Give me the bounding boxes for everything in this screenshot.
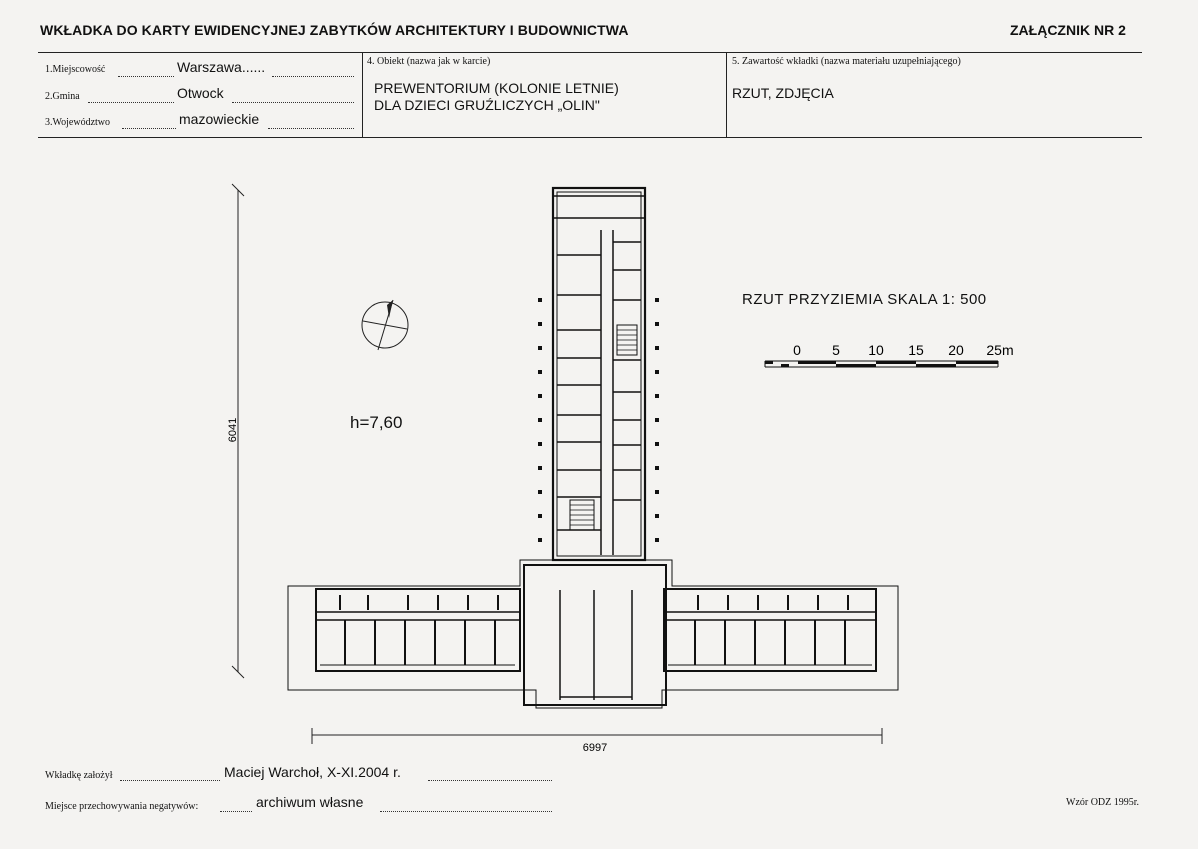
dotted-line (220, 811, 252, 812)
annex-label: ZAŁĄCZNIK NR 2 (1010, 22, 1126, 38)
wojewodztwo-value: mazowieckie (179, 111, 260, 127)
scale-tick-label: 15 (908, 342, 924, 358)
scale-tick-label: 25m (986, 342, 1014, 358)
object-name-line1: PREWENTORIUM (KOLONIE LETNIE) (374, 80, 619, 96)
author-label: Wkładkę założył (45, 770, 113, 781)
scale-tick-label: 5 (832, 342, 840, 358)
form-reference: Wzór ODZ 1995r. (1066, 797, 1140, 808)
dotted-line (380, 811, 552, 812)
form-title: WKŁADKA DO KARTY EWIDENCYJNEJ ZABYTKÓW ARCHITEKTURY I BUDOWNICTWA (40, 22, 629, 38)
wojewodztwo-label: 3.Województwo (45, 117, 111, 128)
scale-tick-label: 20 (948, 342, 964, 358)
object-label: 4. Obiekt (nazwa jak w karcie) (367, 56, 491, 67)
scale-tick-label: 0 (793, 342, 801, 358)
scale-tick-label: 10 (868, 342, 884, 358)
storage-value: archiwum własne (256, 794, 364, 810)
height-label: h=7,60 (350, 413, 403, 432)
storage-label: Miejsce przechowywania negatywów: (45, 801, 199, 812)
author-value: Maciej Warchoł, X-XI.2004 r. (224, 764, 401, 780)
miejscowosc-label: 1.Miejscowość (45, 64, 106, 75)
scale-ticks (793, 342, 1014, 358)
dotted-line (428, 780, 552, 781)
dimension-vertical: 6041 (227, 417, 239, 443)
dotted-line (120, 780, 220, 781)
object-name-line2: DLA DZIECI GRUŹLICZYCH „OLIN" (374, 97, 600, 113)
contents-value: RZUT, ZDJĘCIA (732, 85, 834, 101)
miejscowosc-value: Warszawa...... (177, 59, 266, 75)
plan-title: RZUT PRZYZIEMIA SKALA 1: 500 (742, 291, 987, 308)
gmina-label: 2.Gmina (45, 91, 80, 102)
dimension-horizontal: 6997 (582, 742, 608, 754)
gmina-value: Otwock (177, 85, 224, 101)
contents-label: 5. Zawartość wkładki (nazwa materiału uzupełniającego) (732, 56, 961, 67)
